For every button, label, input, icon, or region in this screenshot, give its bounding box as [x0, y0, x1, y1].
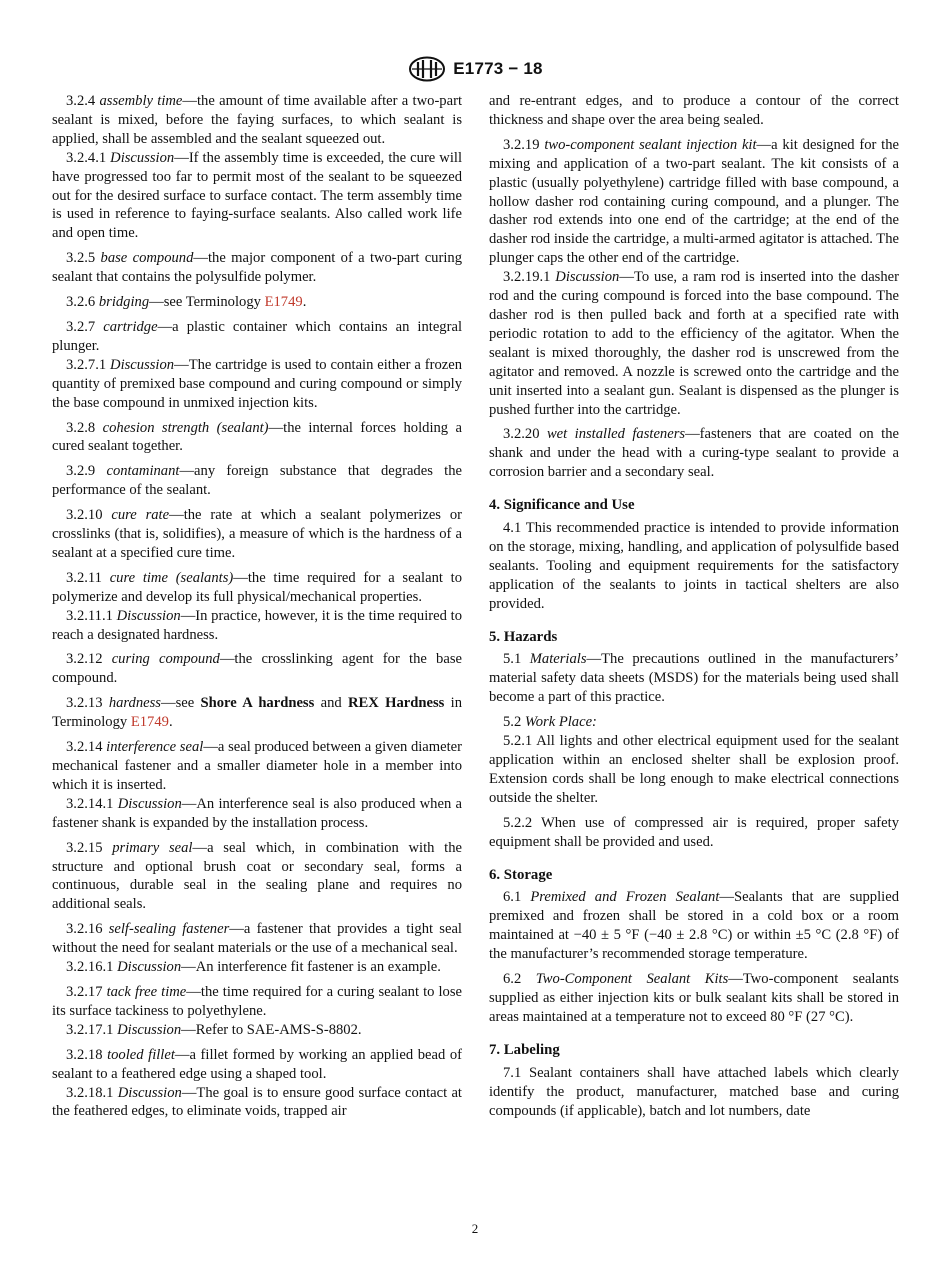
definition-3-2-11: 3.2.11 cure time (sealants)—the time required for a sealant to polymerize and develop its full physical/mechanical properties.: [52, 569, 463, 605]
continuation-text: and re-entrant edges, and to produce a contour of the correct thickness and shape over the area being sealed.: [489, 93, 899, 128]
section-heading-significance: 4. Significance and Use: [489, 497, 635, 514]
paragraph-5-1: 5.1 Materials—The precautions outlined in the manufacturers’ material safety data sheets (MSDS) for the materials being used shall become a part of this practice.: [489, 651, 899, 706]
discussion-3-2-11-1: 3.2.11.1 Discussion—In practice, however, it is the time required to reach a designated hardness.: [52, 607, 462, 643]
definition-3-2-5: 3.2.5 base compound—the major component of a two-part curing sealant that contains the polysulfide polymer.: [52, 250, 462, 286]
discussion-3-2-17-1: 3.2.17.1 Discussion—Refer to SAE-AMS-S-8802.: [66, 1021, 362, 1038]
definition-3-2-14: 3.2.14 interference seal—a seal produced between a given diameter mechanical fastener and a smaller diameter hole in a member into which it is inserted.: [52, 739, 462, 793]
definition-3-2-17: 3.2.17 tack free time—the time required for a curing sealant to lose its surface tackiness to polyethylene.: [52, 983, 462, 1019]
definition-3-2-10: 3.2.10 cure rate—the rate at which a sealant polymerizes or crosslinks (that is, solidifies), a measure of which is the hardness of a sealant at a specified cure time.: [52, 507, 462, 561]
discussion-3-2-16-1: 3.2.16.1 Discussion—An interference fit fastener is an example.: [66, 959, 441, 976]
discussion-3-2-4-1: 3.2.4.1 Discussion—If the assembly time is exceeded, the cure will have progressed too far to permit most of the sealant to be squeezed out for the desired surface to surface contact. The term assembly time is used in reference to faying-surface sealants. Also called work life and open time.: [52, 149, 462, 242]
terminology-link[interactable]: E1749: [130, 714, 169, 731]
definition-3-2-9: 3.2.9 contaminant—any foreign substance that degrades the performance of the sealant.: [52, 463, 462, 499]
definition-3-2-8: 3.2.8 cohesion strength (sealant)—the internal forces holding a cured sealant together.: [52, 419, 463, 455]
discussion-3-2-14-1: 3.2.14.1 Discussion—An interference seal is also produced when a fastener shank is expanded by the installation process.: [52, 795, 462, 831]
paragraph-4-1: 4.1 This recommended practice is intended to provide information on the storage, mixing, handling, and application of polysulfide based sealants. Tooling and equipment requirements for the satisfactory application of the sealants to joints in tactical shelters are also provided.: [489, 520, 899, 612]
definition-3-2-6: 3.2.6 bridging—see Terminology E1749.: [66, 294, 307, 311]
paragraph-5-2: 5.2 Work Place:: [503, 714, 597, 731]
astm-logo-icon: [407, 56, 447, 82]
paragraph-5-2-1: 5.2.1 All lights and other electrical equipment used for the sealant application within an enclosed shelter shall be explosion proof. Extension cords shall be long enough to make electrical connections outside the shelter.: [489, 733, 899, 806]
right-column: [489, 92, 899, 1120]
section-heading-labeling: 7. Labeling: [489, 1041, 560, 1058]
section-heading-storage: 6. Storage: [489, 866, 553, 883]
definition-3-2-12: 3.2.12 curing compound—the crosslinking agent for the base compound.: [52, 651, 462, 687]
terminology-link[interactable]: E1749: [264, 294, 303, 311]
definition-3-2-4: 3.2.4 assembly time—the amount of time available after a two-part sealant is mixed, before the faying surfaces, to which sealant is applied, shall be assembled and the sealant squeezed out.: [52, 93, 462, 147]
paragraph-5-2-2: 5.2.2 When use of compressed air is required, proper safety equipment shall be provided and used.: [489, 814, 899, 850]
discussion-3-2-19-1: 3.2.19.1 Discussion—To use, a ram rod is inserted into the dasher rod and the curing compound is forced into the base compound. The dasher rod is then pulled back and forth at a specified rate with periodic rotation to add to the efficiency of the agitator. When the sealant is mixed thoroughly, the dasher rod is unscrewed from the agitator and removed. A nozzle is screwed onto the cartridge and the unit inserted into a sealant gun. Sealant is dispensed as the plunger is pushed further into the cartridge.: [489, 269, 899, 418]
definition-3-2-15: 3.2.15 primary seal—a seal which, in combination with the structure and optional brush coat or secondary seal, forms a continuous, durable seal in the sealing plane and requires no additional seals.: [52, 839, 462, 913]
document-id: E1773 − 18: [453, 59, 543, 78]
page-number: 2: [471, 1221, 479, 1236]
section-heading-hazards: 5. Hazards: [489, 628, 558, 645]
paragraph-6-2: 6.2 Two-Component Sealant Kits—Two-component sealants supplied as either injection kits or bulk sealant kits shall be stored in areas maintained at a temperature not to exceed 80 °F (27 °C).: [489, 971, 899, 1025]
discussion-3-2-7-1: 3.2.7.1 Discussion—The cartridge is used to contain either a frozen quantity of premixed base compound and curing compound or simply the base compound in unmixed injection kits.: [52, 356, 462, 411]
definition-3-2-19: 3.2.19 two-component sealant injection kit—a kit designed for the mixing and application of a two-part sealant. The kit consists of a plastic (usually polyethylene) cartridge filled with base compound, a hollow dasher rod containing curing compound, and a plunger. The dasher rod extends into one end of the cartridge; at the end of the dasher rod inside the cartridge, a multi-armed agitator is attached. The plunger caps the other end of the cartridge.: [489, 136, 900, 267]
definition-3-2-13: 3.2.13 hardness—see Shore A hardness and REX Hardness in Terminology E1749.: [52, 695, 462, 731]
page-header: [0, 56, 950, 82]
definition-3-2-20: 3.2.20 wet installed fasteners—fasteners that are coated on the shank and under the head with a curing-type sealant to provide a corrosion barrier and a secondary seal.: [489, 426, 899, 481]
left-column: [52, 92, 462, 1121]
paragraph-6-1: 6.1 Premixed and Frozen Sealant—Sealants that are supplied premixed and frozen shall be stored in a cold box or a room maintained at −40 ± 5 °F (−40 ± 2.8 °C) or within ±5 °C (2.8 °F) of the manufacturer’s recommended storage temperature.: [489, 889, 899, 963]
discussion-3-2-18-1: 3.2.18.1 Discussion—The goal is to ensure good surface contact at the feathered edges, to eliminate voids, trapped air: [52, 1084, 462, 1120]
definition-3-2-16: 3.2.16 self-sealing fastener—a fastener that provides a tight seal without the need for sealant materials or the use of a mechanical seal.: [52, 921, 462, 957]
definition-3-2-7: 3.2.7 cartridge—a plastic container which contains an integral plunger.: [52, 318, 462, 354]
paragraph-7-1: 7.1 Sealant containers shall have attached labels which clearly identify the product, manufacturer, matched base and curing compounds (if applicable), batch and lot numbers, date: [489, 1064, 899, 1119]
definition-3-2-18: 3.2.18 tooled fillet—a fillet formed by working an applied bead of sealant to a feathered edge using a shaped tool.: [52, 1046, 462, 1082]
